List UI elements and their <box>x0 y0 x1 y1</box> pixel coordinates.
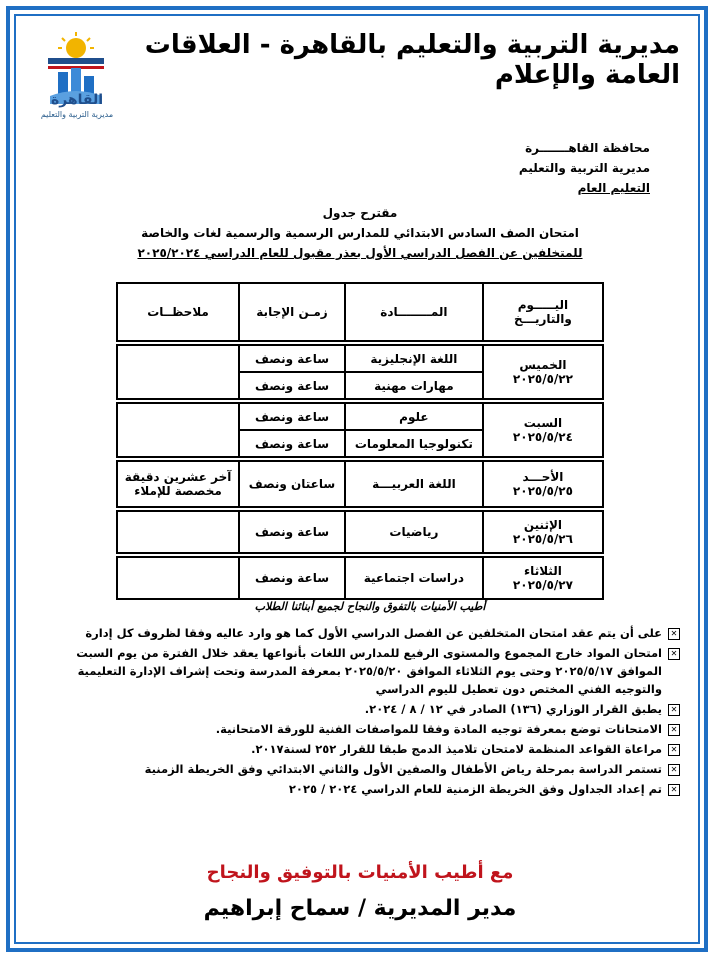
day-cell <box>483 345 603 399</box>
duration-cell: ساعة ونصف <box>239 372 345 399</box>
closing-line: مع أطيب الأمنيات بالتوفيق والنجاح <box>206 862 514 883</box>
note-cell <box>117 345 239 399</box>
note-text: على أن يتم عقد امتحان المتخلفين عن الفصل الدراسي الأول كما هو وارد عاليه وفقا لظروف كل إدارة <box>85 626 662 640</box>
checkbox-icon: ✕ <box>668 784 680 796</box>
subject-cell: رياضيات <box>345 511 483 553</box>
checkbox-icon: ✕ <box>668 648 680 660</box>
table-row <box>117 461 603 507</box>
day-name: الخميس <box>519 358 567 372</box>
subject-cell: علوم <box>345 403 483 430</box>
note-text: تستمر الدراسة بمرحلة رياض الأطفال والصفين الأول والثاني الابتدائي وفق الخريطة الزمنية <box>144 762 662 776</box>
note-text: تم إعداد الجداول وفق الخريطة الزمنية للعام الدراسي ٢٠٢٤ / ٢٠٢٥ <box>288 782 662 796</box>
note-text: مراعاة القواعد المنظمة لامتحان تلاميذ الدمج طبقا للقرار ٢٥٢ لسنة٢٠١٧. <box>251 742 662 756</box>
day-name: الثلاثاء <box>524 564 562 578</box>
wish-line: أطيب الأمنيات بالتفوق والنجاح لجميع أبنائنا الطلاب <box>254 600 486 613</box>
header-day: اليـــــوم والتاريـــخ <box>483 283 603 341</box>
note-cell <box>117 403 239 457</box>
duration-cell: ساعة ونصف <box>239 345 345 372</box>
list-item <box>60 700 680 718</box>
duration-cell: ساعة ونصف <box>239 511 345 553</box>
subject-cell: دراسات اجتماعية <box>345 557 483 599</box>
day-name: الأحـــد <box>522 470 564 484</box>
org-line-2: مديرية التربية والتعليم <box>518 161 650 175</box>
org-block <box>519 138 650 198</box>
checkbox-icon: ✕ <box>668 704 680 716</box>
duration-cell: ساعة ونصف <box>239 403 345 430</box>
day-date: ٢٠٢٥/٥/٢٦ <box>512 532 573 546</box>
duration-cell: ساعتان ونصف <box>239 461 345 507</box>
note-text: الامتحانات توضع بمعرفة توجيه المادة وفقا للمواصفات الفنية للورقة الامتحانية. <box>215 722 662 736</box>
day-name: السبت <box>523 416 563 430</box>
table-row <box>117 403 603 430</box>
table-row <box>117 345 603 372</box>
day-date: ٢٠٢٥/٥/٢٧ <box>512 578 573 592</box>
day-cell <box>483 403 603 457</box>
subject-cell: تكنولوجيا المعلومات <box>345 430 483 457</box>
duration-cell: ساعة ونصف <box>239 557 345 599</box>
note-cell <box>117 511 239 553</box>
title-line-2: امتحان الصف السادس الابتدائي للمدارس الرسمية والرسمية لغات والخاصة <box>141 226 579 240</box>
day-date: ٢٠٢٥/٥/٢٢ <box>512 372 573 386</box>
note-cell: آخر عشرين دقيقة مخصصة للإملاء <box>117 461 239 507</box>
logo-text: القاهرة <box>50 92 104 108</box>
day-cell <box>483 511 603 553</box>
title-line-1: مقترح جدول <box>322 206 398 220</box>
subject-cell: اللغة العربيـــة <box>345 461 483 507</box>
day-name: الإثنين <box>523 518 563 532</box>
subject-cell: مهارات مهنية <box>345 372 483 399</box>
header-duration: زمـن الإجابة <box>239 283 345 341</box>
list-item <box>60 780 680 798</box>
header-title: مديرية التربية والتعليم بالقاهرة - العلاقات العامة والإعلام <box>144 30 680 90</box>
title-line-3: للمتخلفين عن الفصل الدراسي الأول بعذر مقبول للعام الدراسي ٢٠٢٥/٢٠٢٤ <box>137 246 583 260</box>
table-row <box>117 557 603 599</box>
list-item <box>60 644 680 698</box>
org-line-3: التعليم العام <box>577 181 650 195</box>
subject-cell: اللغة الإنجليزية <box>345 345 483 372</box>
list-item <box>60 760 680 778</box>
checkbox-icon: ✕ <box>668 764 680 776</box>
header-notes: ملاحظــات <box>117 283 239 341</box>
checkbox-icon: ✕ <box>668 744 680 756</box>
notes-list <box>60 624 680 800</box>
list-item <box>60 720 680 738</box>
note-cell <box>117 557 239 599</box>
list-item <box>60 624 680 642</box>
day-cell <box>483 461 603 507</box>
title-block <box>120 203 600 263</box>
logo-caption: مديرية التربية والتعليم <box>40 110 114 119</box>
note-text: يطبق القرار الوزاري (١٣٦) الصادر في ١٢ / ٨ / ٢٠٢٤. <box>364 702 662 716</box>
day-date: ٢٠٢٥/٥/٢٤ <box>512 430 573 444</box>
table-row <box>117 511 603 553</box>
header-subject: المــــــــادة <box>345 283 483 341</box>
checkbox-icon: ✕ <box>668 724 680 736</box>
day-date: ٢٠٢٥/٥/٢٥ <box>512 484 573 498</box>
org-line-1: محافظة القاهـــــــرة <box>525 141 650 155</box>
list-item <box>60 740 680 758</box>
duration-cell: ساعة ونصف <box>239 430 345 457</box>
table-header-row <box>117 283 603 341</box>
schedule-table <box>116 282 604 600</box>
note-text: امتحان المواد خارج المجموع والمستوى الرفيع للمدارس اللغات بأنواعها يعقد خلال الفترة من يوم السبت الموافق ٢٠٢٥/٥/١٧ وحتى يوم الثلاثاء الموافق ٢٠٢٥/٥/٢٠ بمعرفة المدرسة وتحت إشراف الإدارة التعليمية والتوجيه الفني المختص دون تعطيل لليوم الدراسي <box>76 646 662 696</box>
signature-line: مدير المديرية / سماح إبراهيم <box>203 896 517 921</box>
checkbox-icon: ✕ <box>668 628 680 640</box>
day-cell <box>483 557 603 599</box>
